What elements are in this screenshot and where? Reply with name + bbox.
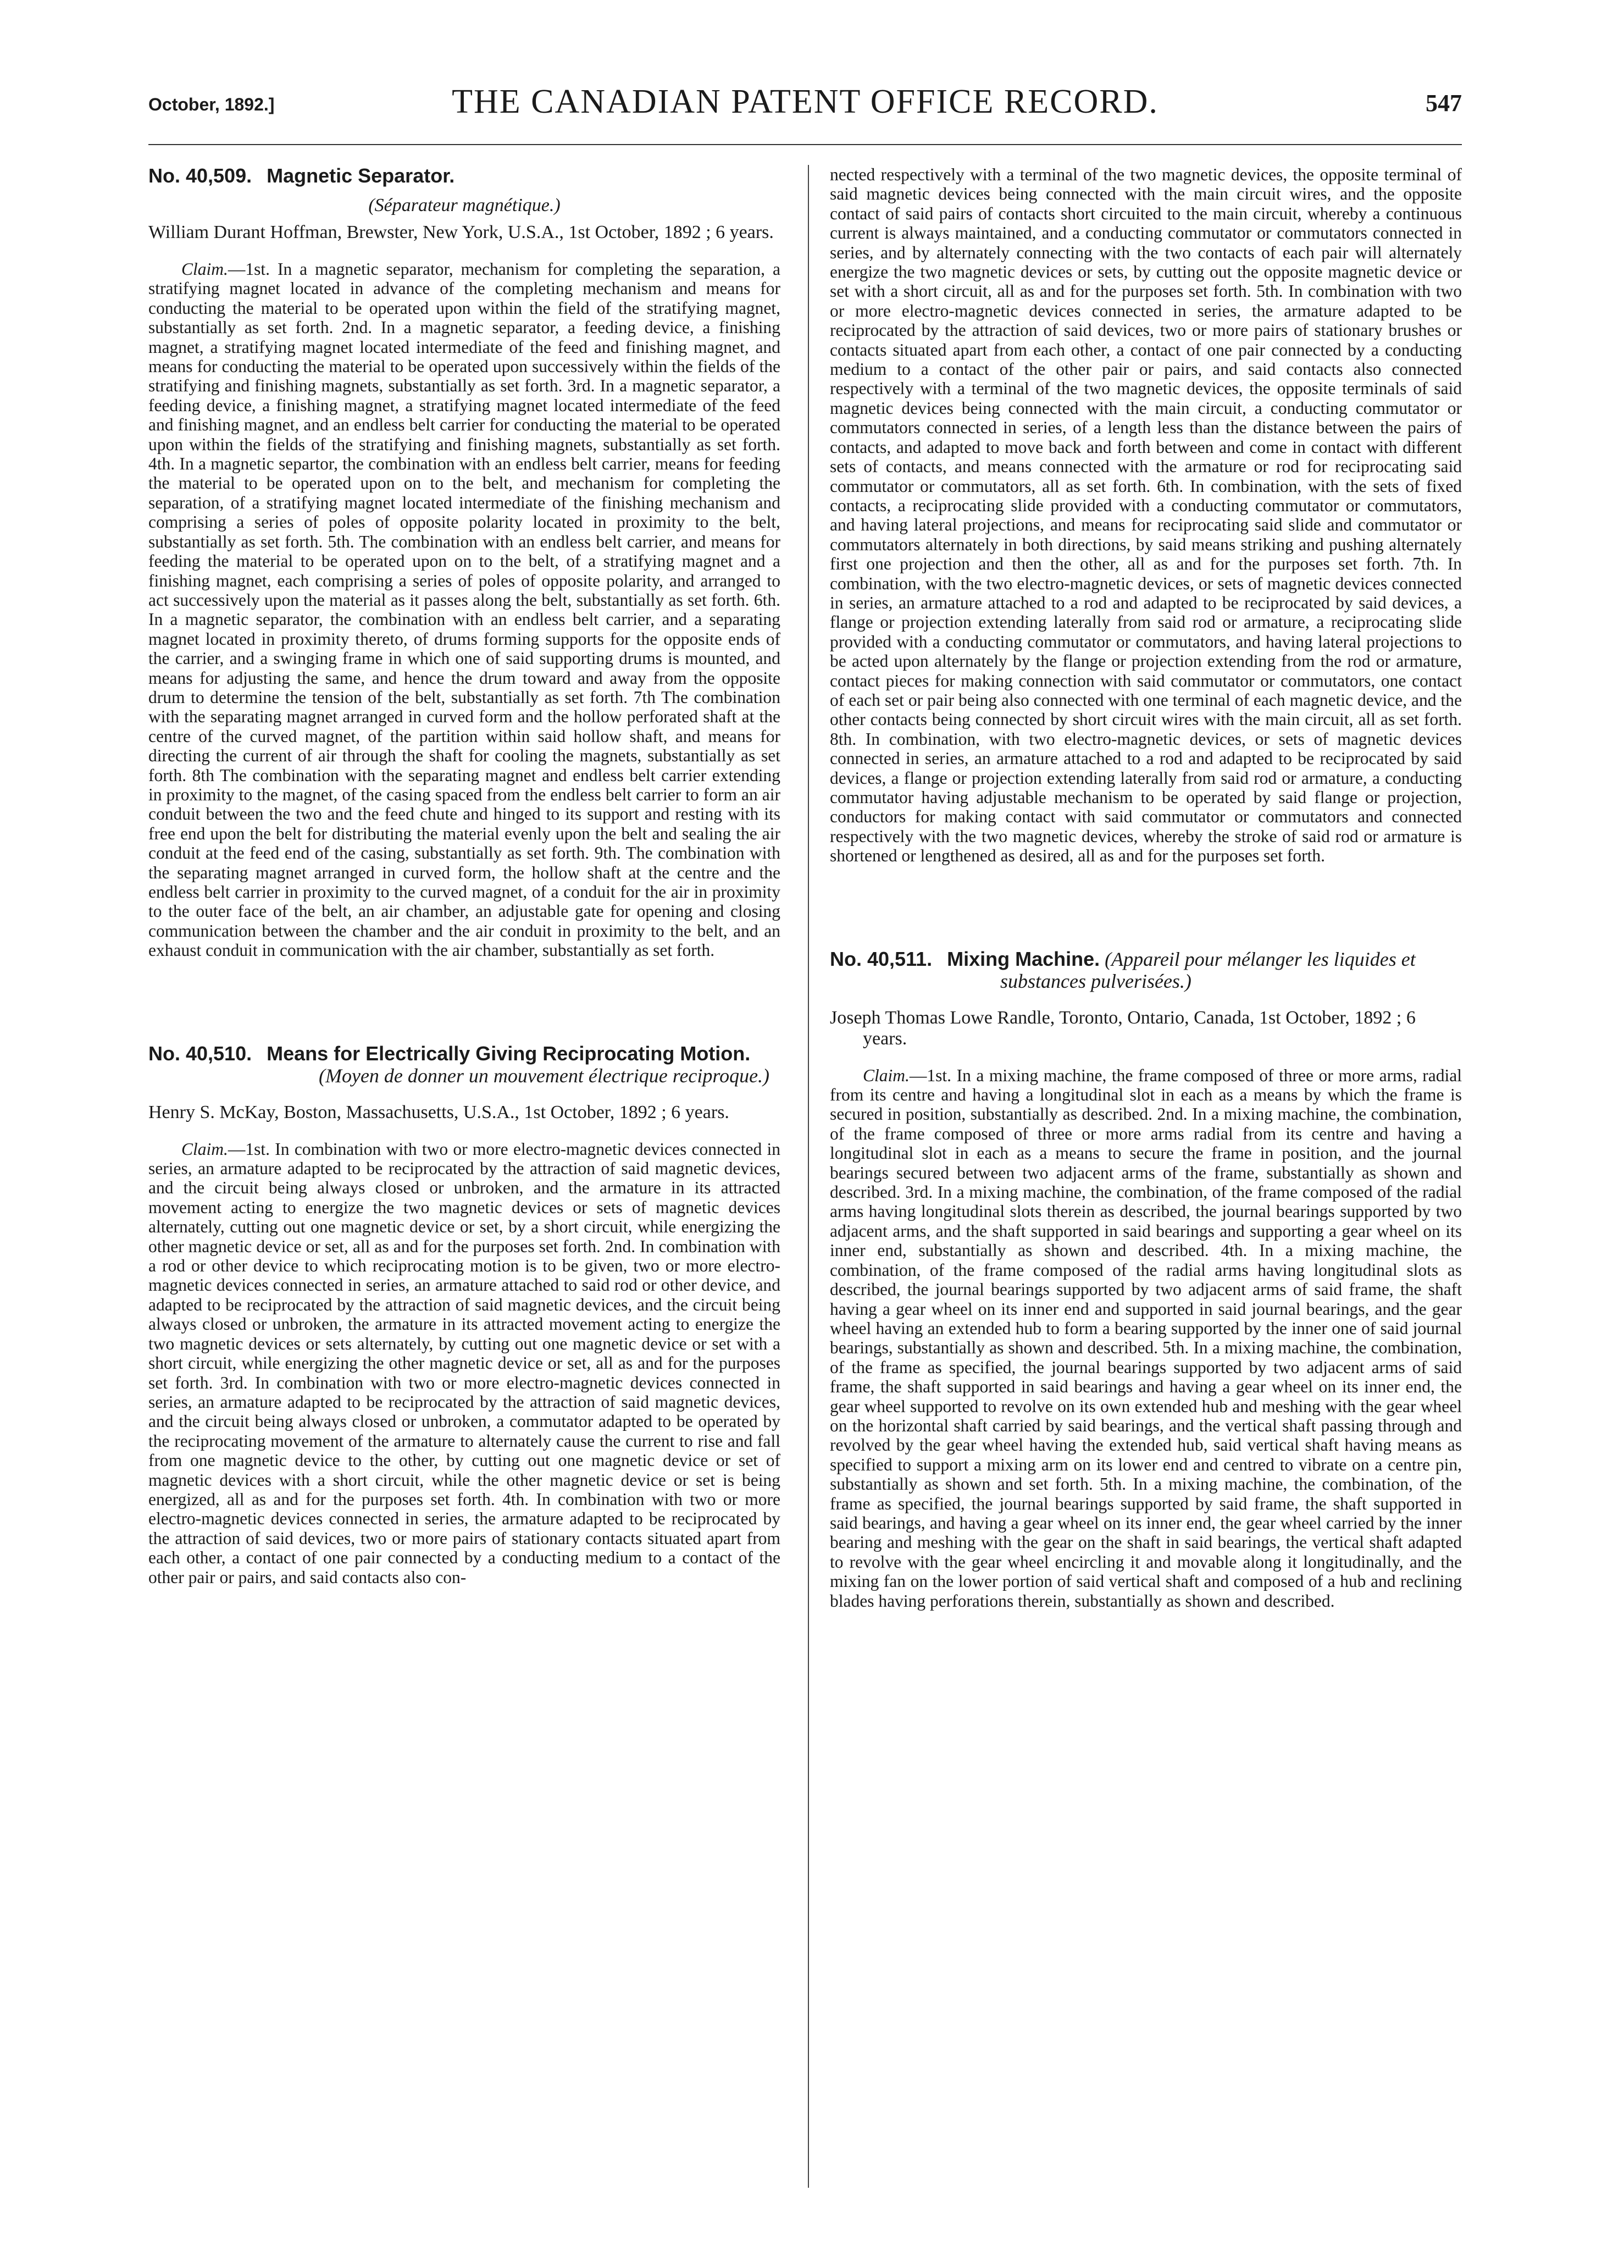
claim-label: Claim. — [181, 1139, 228, 1159]
claims — [148, 1139, 780, 1587]
claim-label: Claim. — [181, 259, 228, 279]
right-column — [830, 165, 1462, 2243]
patent-title: Magnetic Separator. — [267, 165, 455, 187]
applicant: William Durant Hoffman, Brewster, New York, U.S.A., 1st October, 1892 ; 6 years. — [148, 222, 774, 242]
applicant: Joseph Thomas Lowe Randle, Toronto, Ontario, Canada, 1st October, 1892 ; 6 years. — [830, 1007, 1416, 1049]
page-header — [148, 82, 1462, 126]
patent-entry-40511 — [830, 948, 1462, 1611]
applicant: Henry S. McKay, Boston, Massachusetts, U.S.A., 1st October, 1892 ; 6 years. — [148, 1102, 729, 1122]
claim-text: —1st. In a magnetic separator, mechanism for completing the separation, a stratifying magnet located in advance of the completing mechanism and means for conducting the material to be operated upon within the field of the stratifying magnet, substantially as set forth. 2nd. In a magnetic separator, a feeding device, a finishing magnet, a stratifying magnet located intermediate of the feed and finishing magnet, and means for conducting the material to be operated upon successively within the fields of the stratifying and finishing magnets, substantially as set forth. 3rd. In a magnetic separator, a feeding device, a finishing magnet, a stratifying magnet located intermediate of the feed and finishing magnet, and an endless belt carrier for conducting the material to be operated upon within the fields of the stratifying and finishing magnets, substantially as set forth. 4th. In a magnetic separtor, the combination with an endless belt carrier, means for feeding the material to be operated upon on to the belt, and mechanism for completing the separation, of a stratifying magnet located intermediate of the finishing mechanism and comprising a series of poles of opposite polarity located in proximity to the belt, substantially as set forth. 5th. The combination with an endless belt carrier, and means for feeding the material to be operated upon on to the belt, of a stratifying magnet and a finishing magnet, each comprising a series of poles of opposite polarity, and arranged to act successively upon the material as it passes along the belt, substantially as set forth. 6th. In a magnetic separator, the combination with an endless belt carrier, and a separating magnet located in proximity thereto, of drums forming supports for the opposite ends of the carrier, and a swinging frame in which one of said supporting drums is mounted, and means for adjusting the same, and hence the drum toward and away from the opposite drum to determine the tension of the belt, substantially as set forth. 7th The combination with the separating magnet arranged in curved form and the hollow perforated shaft at the centre of the curved magnet, of the partition within said hollow shaft, and means for directing the current of air through the shaft for cooling the magnets, substantially as set forth. 8th The combination with the separating magnet and endless belt carrier extending in proximity to the magnet, of the casing spaced from the endless belt carrier to form an air conduit between the two and the feed chute and hinged to its support and resting with its free end upon the belt for distributing the material evenly upon the belt and sealing the air conduit at the feed end of the casing, substantially as set forth. 9th. The combination with the separating magnet arranged in curved form, the hollow shaft at the centre and the endless belt carrier in proximity to the curved magnet, of a conduit for the air in proximity to the outer face of the belt, an air chamber, an adjustable gate for opening and closing communication between the chamber and the air conduit in proximity to the belt, and an exhaust conduit in communication with the air chamber, substantially as set forth. — [148, 259, 780, 960]
issue-date: October, 1892.] — [148, 95, 275, 114]
claim-text-continued: nected respectively with a terminal of the two magnetic devices, the opposite terminal of said magnetic devices being connected with the main circuit wires, and the opposite contact of said pairs of contacts short circuited to the main circuit, whereby a continuous current is always maintained, and a conducting commutator or commutators connected in series, and by alternately connecting with the two contacts of each pair will alternately energize the two magnetic devices or sets, by cutting out the opposite magnetic device or set with a short circuit, all as and for the purposes set forth. 5th. In combination with two or more electro-magnetic devices connected in series, the armature adapted to be reciprocated by the attraction of said devices, two or more pairs of stationary brushes or contacts situated apart from each other, a contact of one pair connected by a conducting medium to a contact of the other pair or pairs, and said contacts also connected respectively with a terminal of the two magnetic devices, the opposite terminals of said magnetic devices being connected with the main circuit, a conducting commutator or commutators connected in series, of a length less than the distance between the pairs of contacts, and adapted to move back and forth between and come in contact with different sets of contacts, and means connected with the armature or rod for reciprocating said commutator or commutators, all as set forth. 6th. In combination, with the sets of fixed contacts, a reciprocating slide provided with a conducting commutator or commutators, and having lateral projections, and means for reciprocating said slide and commutator or commutators alternately in both directions, by said means striking and pushing alternately first one projection and then the other, all as and for the purposes set forth. 7th. In combination, with the two electro-magnetic devices, or sets of magnetic devices connected in series, an armature attached to a rod and adapted to be reciprocated by said devices, a flange or projection extending laterally from said rod or armature, a reciprocating slide provided with a conducting commutator or commutators, and having lateral projections to be acted upon alternately by the flange or projection extending from the rod or armature, contact pieces for making connection with said commutator or commutators, one contact of each set or pair being also connected with one terminal of each magnetic device, and the other contacts being connected by short circuit wires with the main circuit, all as set forth. 8th. In combination, with two electro-magnetic devices, or sets of magnetic devices connected in series, an armature attached to a rod and adapted to be reciprocated by said devices, a flange or projection extending laterally from said rod or armature, a conducting commutator having adjustable mechanism to be operated by said flange or projection, conductors for making contact with said commutator or commutators and connected respectively with the two magnetic devices, whereby the stroke of said rod or armature is shortened or lengthened as desired, all as and for the purposes set forth. — [830, 165, 1462, 866]
french-title: (Séparateur magnétique.) — [368, 195, 561, 215]
patent-number: No. 40,511. — [830, 947, 933, 970]
claims — [830, 1066, 1462, 1611]
entry-heading — [830, 948, 1462, 992]
patent-number: No. 40,509. — [148, 165, 252, 187]
entry-heading — [148, 165, 780, 187]
patent-entry-40510-continued — [830, 165, 1462, 866]
left-column — [148, 165, 780, 2243]
claim-text: —1st. In combination with two or more electro-magnetic devices connected in series, an armature adapted to be reciprocated by the attraction of said magnetic devices, and the circuit being always closed or unbroken, and the armature in its attracted movement acting to energize the two magnetic devices or sets of magnetic devices alternately, cutting out one magnetic device or set, by a short circuit, while energizing the other magnetic device or set, all as and for the purposes set forth. 2nd. In combination with a rod or other device to which reciprocating motion is to be given, two or more electro-magnetic devices connected in series, an armature attached to said rod or other device, and adapted to be reciprocated by the attraction of said magnetic devices, and the circuit being always closed or unbroken, the armature in its attracted movement acting to energize the two magnetic devices or sets alternately, by cutting out one magnetic device or set with a short circuit, while energizing the other magnetic device or set, all as and for the purposes set forth. 3rd. In combination with two or more electro-magnetic devices connected in series, an armature adapted to be reciprocated by the attraction of said magnetic devices, and the circuit being always closed or unbroken, a commutator adapted to be operated by the reciprocating movement of the armature to alternately cause the current to rise and fall from one magnetic device to the other, by cutting out one magnetic device or set of magnetic devices with a short circuit, while the other magnetic device or set is being energized, all as and for the purposes set forth. 4th. In combination with two or more electro-magnetic devices connected in series, the armature adapted to be reciprocated by the attraction of said devices, two or more pairs of stationary contacts situated apart from each other, a contact of one pair connected by a conducting medium to a contact of the other pair or pairs, and said contacts also con- — [148, 1139, 780, 1587]
header-rule — [148, 144, 1462, 145]
page-number: 547 — [1426, 90, 1462, 117]
claims — [148, 259, 780, 960]
publication-title: THE CANADIAN PATENT OFFICE RECORD. — [452, 83, 1159, 120]
french-title: (Appareil pour mélanger les liquides et substances pulverisées.) — [1000, 948, 1416, 992]
claim-label: Claim. — [863, 1065, 910, 1085]
patent-number: No. 40,510. — [148, 1042, 252, 1065]
patent-title: Mixing Machine. — [947, 947, 1100, 970]
column-divider — [808, 165, 809, 2188]
french-title: (Moyen de donner un mouvement électrique reciproque.) — [319, 1064, 770, 1087]
patent-entry-40510 — [148, 1043, 780, 1587]
entry-heading — [148, 1043, 780, 1087]
patent-entry-40509 — [148, 165, 780, 960]
patent-title: Means for Electrically Giving Reciprocating Motion. — [267, 1042, 751, 1065]
claim-text: —1st. In a mixing machine, the frame composed of three or more arms, radial from its centre and having a longitudinal slot in each as a means by which the frame is secured in position, substantially as described. 2nd. In a mixing machine, the combination, of the frame composed of three or more arms radial from its centre and having a longitudinal slot in each as a means to secure the frame in position, and the journal bearings secured between two adjacent arms of the frame, substantially as shown and described. 3rd. In a mixing machine, the combination, of the frame composed of the radial arms having longitudinal slots therein as described, the journal bearings supported by two adjacent arms, and the shaft supported in said bearings and supporting a gear wheel on its inner end, substantially as shown and described. 4th. In a mixing machine, the combination, of the frame composed of the radial arms having longitudinal slots as described, the journal bearings supported by two adjacent arms of said frame, the shaft having a gear wheel on its inner end and supported in said journal bearings, and the gear wheel having an extended hub to form a bearing supported by the inner one of said journal bearings, substantially as shown and described. 5th. In a mixing machine, the combination, of the frame as specified, the journal bearings supported by two adjacent arms of said frame, the shaft supported in said bearings and having a gear wheel on its inner end, the gear wheel supported to revolve on its own extended hub and meshing with the gear wheel on the horizontal shaft carried by said bearings, and the vertical shaft passing through and revolved by the gear wheel having the extended hub, said vertical shaft having means as specified to support a mixing arm on its lower end and centred to vibrate on a centre pin, substantially as shown and set forth. 5th. In a mixing machine, the combination, of the frame as specified, the journal bearings supported by said frame, the shaft supported in said bearings, and having a gear wheel on its inner end, the gear wheel carried by the inner bearing and meshing with the gear on the shaft in said bearings, the vertical shaft adapted to revolve with the gear wheel encircling it and movable along it longitudinally, and the mixing fan on the lower portion of said vertical shaft and composed of a hub and reclining blades having perforations therein, substantially as shown and described. — [830, 1065, 1462, 1611]
